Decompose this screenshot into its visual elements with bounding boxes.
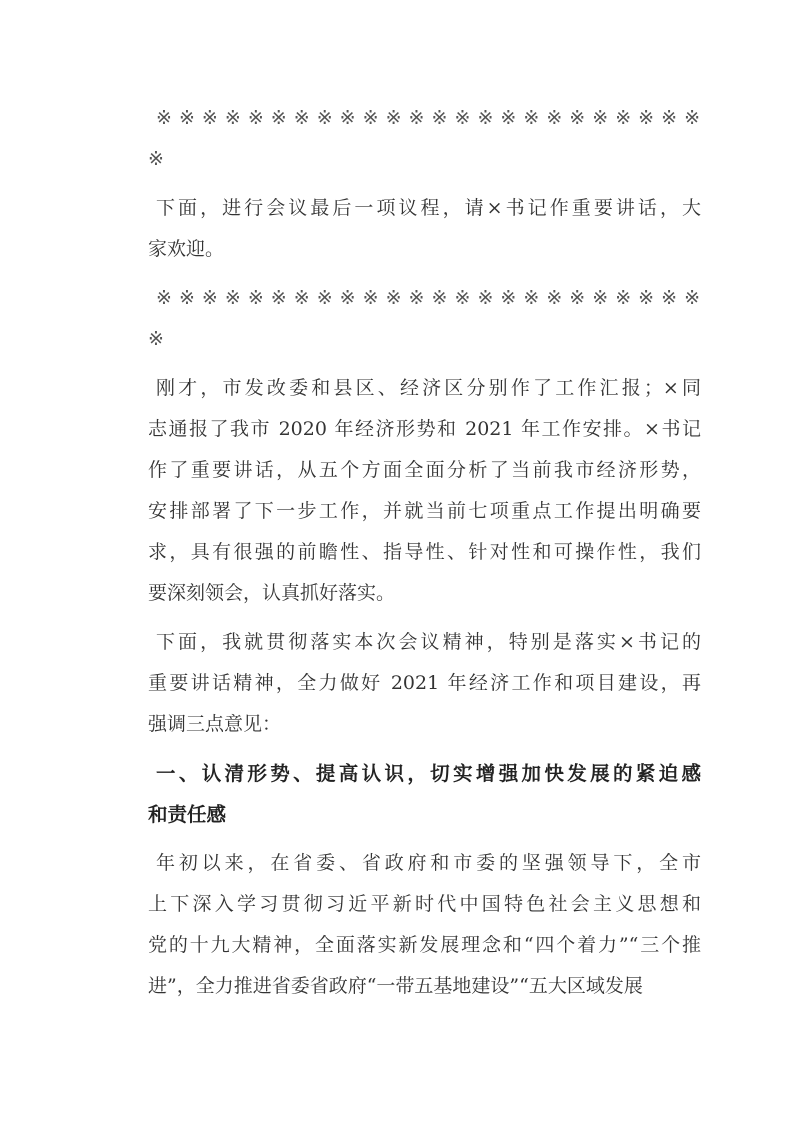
text-line: 刚才，市发改委和县区、经济区分别作了工作汇报；×同 — [156, 377, 701, 399]
body-paragraph — [148, 622, 701, 745]
text-line: 党的十九大精神，全面落实新发展理念和“四个着力”“三个推 — [148, 934, 701, 956]
text-line: ※※※※※※※※※※※※※※※※※※※※※※※※ — [156, 287, 701, 309]
text-line: 下面，进行会议最后一项议程，请×书记作重要讲话，大 — [156, 197, 701, 219]
body-paragraph — [148, 843, 701, 1007]
text-line: 年初以来，在省委、省政府和市委的坚强领导下，全市 — [156, 852, 701, 874]
document-page — [148, 98, 701, 1015]
text-line: 和责任感 — [148, 803, 227, 826]
separator-paragraph — [148, 278, 701, 360]
text-line: 进”，全力推进省委省政府“一带五基地建设”“五大区域发展 — [148, 975, 643, 997]
text-line: 强调三点意见： — [148, 713, 282, 735]
text-line: 家欢迎。 — [148, 238, 225, 260]
section-heading — [148, 753, 701, 835]
text-line: ※ — [148, 148, 165, 170]
separator-paragraph — [148, 98, 701, 180]
text-line: 作了重要讲话，从五个方面全面分析了当前我市经济形势， — [148, 459, 701, 481]
text-line: ※ — [148, 328, 165, 350]
text-line: 一、认清形势、提高认识，切实增强加快发展的紧迫感 — [156, 762, 701, 785]
body-paragraph — [148, 188, 701, 270]
body-paragraph — [148, 368, 701, 614]
text-line: 志通报了我市 2020 年经济形势和 2021 年工作安排。×书记 — [148, 418, 701, 440]
text-line: 下面，我就贯彻落实本次会议精神，特别是落实×书记的 — [156, 631, 701, 653]
text-line: 要深刻领会，认真抓好落实。 — [148, 582, 396, 604]
text-line: 上下深入学习贯彻习近平新时代中国特色社会主义思想和 — [148, 893, 701, 915]
text-line: 重要讲话精神，全力做好 2021 年经济工作和项目建设，再 — [148, 672, 701, 694]
text-line: ※※※※※※※※※※※※※※※※※※※※※※※※ — [156, 107, 701, 129]
text-line: 求，具有很强的前瞻性、指导性、针对性和可操作性，我们 — [148, 541, 701, 563]
text-line: 安排部署了下一步工作，并就当前七项重点工作提出明确要 — [148, 500, 701, 522]
